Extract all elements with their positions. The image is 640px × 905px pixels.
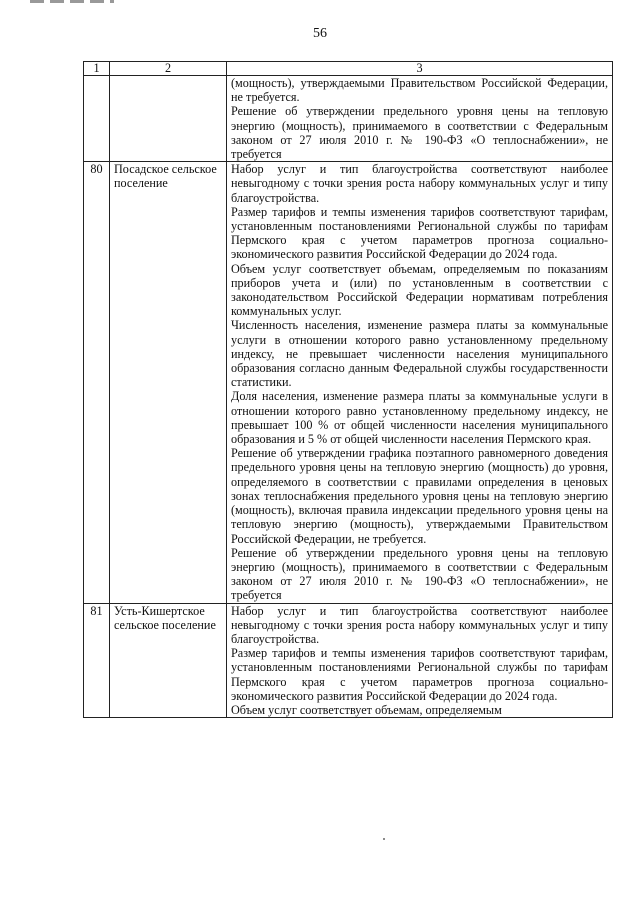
description-paragraph: Объем услуг соответствует объемам, определяемым (231, 702, 502, 717)
description-paragraph: (мощность), утверждаемыми Правительством Российской Федерации, не требуется. (231, 76, 608, 105)
table-row (84, 603, 613, 718)
description-paragraph: Объем услуг соответствует объемам, определяемым по показаниям приборов учета и (или) по установленным в соответствии с законодательством Российской Федерации нормативам потребления коммунальных услуг. (231, 261, 608, 319)
description-paragraph: Решение об утверждении предельного уровня цены на тепловую энергию (мощность), принимаемого в соответствии с Федеральным законом от 27 июля 2010 г. № 190-ФЗ «О теплоснабжении», не требуется (231, 104, 608, 162)
scan-dash-mark (30, 0, 114, 3)
description-paragraph: Решение об утверждении предельного уровня цены на тепловую энергию (мощность), принимаемого в соответствии с Федеральным законом от 27 июля 2010 г. № 190-ФЗ «О теплоснабжении», не требуется (231, 545, 608, 603)
header-col-2: 2 (110, 62, 227, 76)
row-number: 81 (84, 603, 110, 718)
description-cell (227, 76, 613, 162)
description-cell (227, 162, 613, 603)
table-row (84, 162, 613, 603)
table-header-row (84, 62, 613, 76)
data-table (83, 61, 613, 718)
header-col-1: 1 (84, 62, 110, 76)
description-cell (227, 603, 613, 718)
row-number (84, 76, 110, 162)
header-col-3: 3 (227, 62, 613, 76)
description-paragraph: Решение об утверждении графика поэтапного равномерного доведения предельного уровня цены на тепловую энергию (мощность) до уровня, определяемого в соответствии с правилами определения в ценовых зонах теплоснабжения предельного уровня цены на тепловую энергию (мощность), включая правила индексации предельного уровня цены на тепловую энергию (мощность), утверждаемыми Правительством Российской Федерации, не требуется. (231, 446, 608, 546)
description-paragraph: Численность населения, изменение размера платы за коммунальные услуги в отношении которого равно установленному предельному индексу, не превышает численности населения муниципального образования согласно данным Федеральной службы государственности статистики. (231, 318, 608, 390)
settlement-name: Усть-Кишертское сельское поселение (110, 603, 227, 718)
settlement-name (110, 76, 227, 162)
description-paragraph: Набор услуг и тип благоустройства соответствуют наиболее невыгодному с точки зрения роста набору коммунальных услуг и типу благоустройства. (231, 603, 608, 646)
description-paragraph: Доля населения, изменение размера платы за коммунальные услуги в отношении которого равно установленному предельному индексу, не превышает 100 % от общей численности населения муниципального образования и 5 % от общей численности населения Пермского края. (231, 389, 608, 447)
row-number: 80 (84, 162, 110, 603)
description-paragraph: Размер тарифов и темпы изменения тарифов соответствуют тарифам, установленным постановлениями Региональной службы по тарифам Пермского края с учетом параметров прогноза социально-экономического развития Российской Федерации до 2024 года. (231, 646, 608, 703)
page-number: 56 (313, 26, 327, 41)
table-row (84, 76, 613, 162)
scan-speck (383, 838, 385, 840)
settlement-name: Посадское сельское поселение (110, 162, 227, 603)
description-paragraph: Размер тарифов и темпы изменения тарифов соответствуют тарифам, установленным постановлениями Региональной службы по тарифам Пермского края с учетом параметров прогноза социально-экономического развития Российской Федерации до 2024 года. (231, 204, 608, 262)
description-paragraph: Набор услуг и тип благоустройства соответствуют наиболее невыгодному с точки зрения роста набору коммунальных услуг и типу благоустройства. (231, 162, 608, 205)
